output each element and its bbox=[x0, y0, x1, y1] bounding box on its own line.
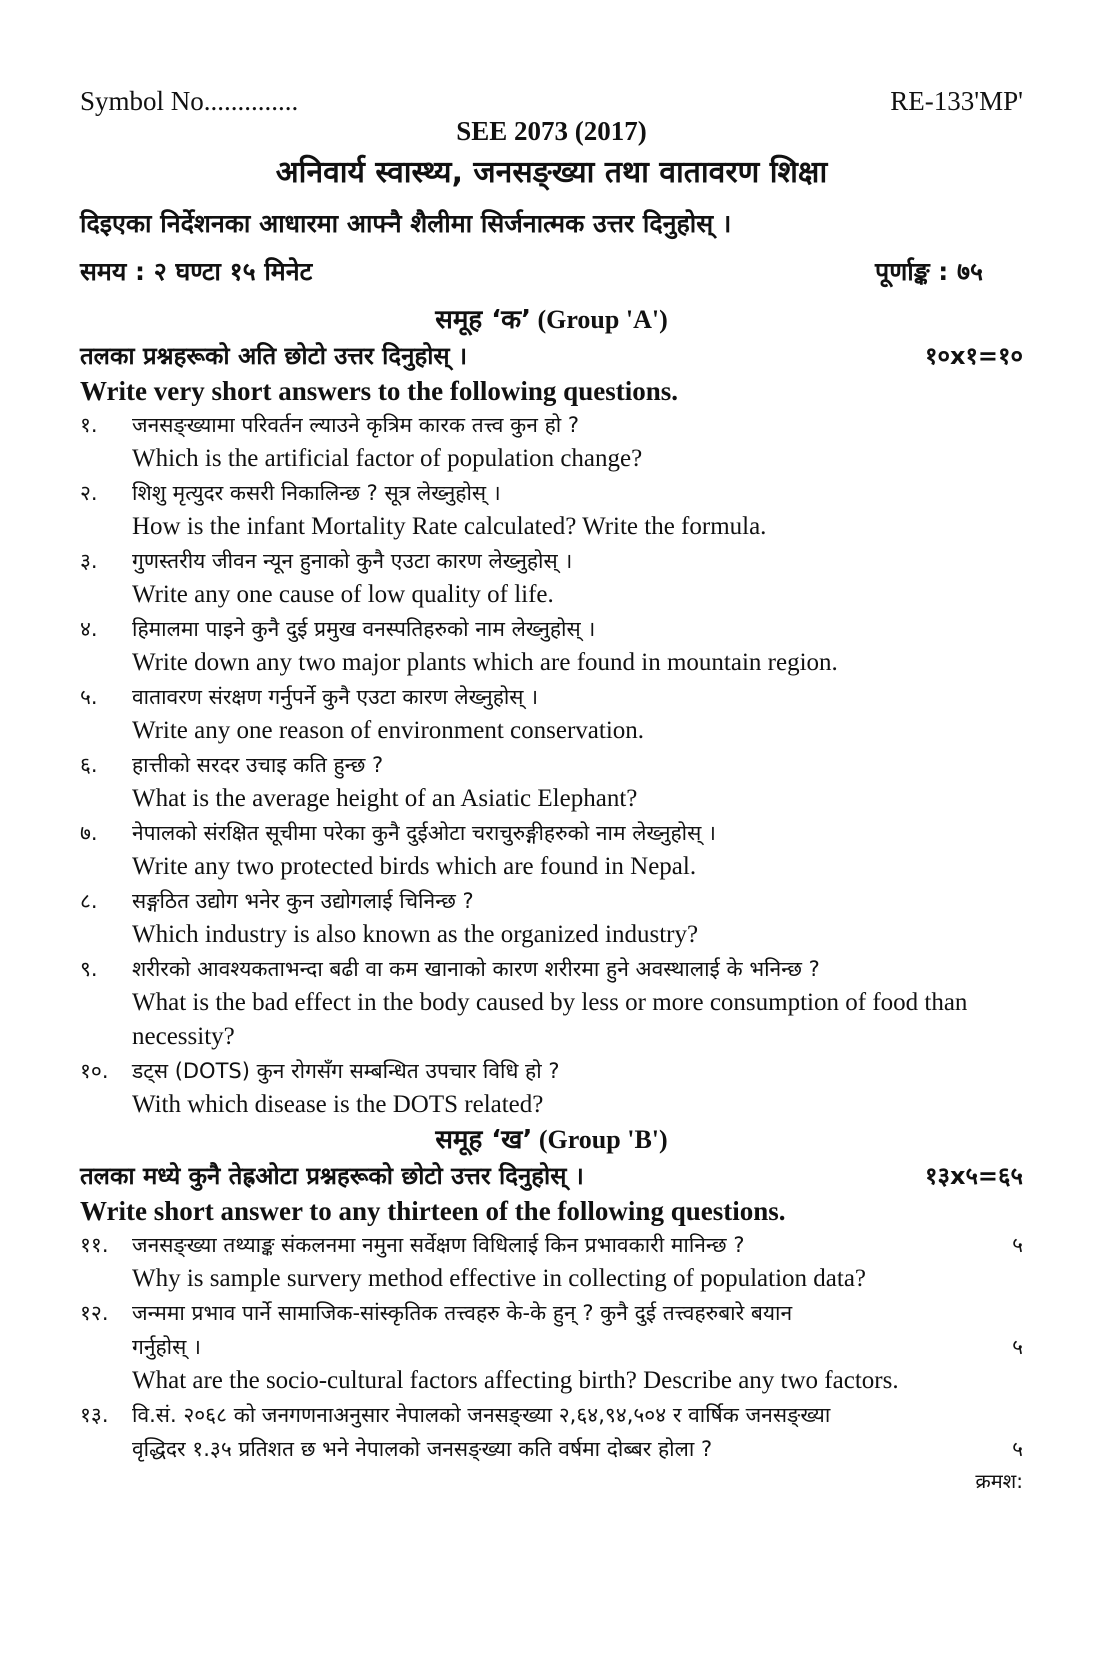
question-number: १. bbox=[80, 413, 98, 437]
question-body bbox=[132, 884, 1023, 952]
question-number: ७. bbox=[80, 821, 98, 845]
question-text-np-content: हिमालमा पाइने कुनै दुई प्रमुख वनस्पतिहरुको नाम लेख्नुहोस् । bbox=[132, 617, 596, 641]
question-marks: ५ bbox=[1012, 1233, 1023, 1257]
question-text-np bbox=[132, 1054, 1023, 1088]
question-text-np bbox=[132, 408, 1023, 442]
question-body bbox=[132, 408, 1023, 476]
question-item bbox=[80, 408, 1023, 476]
question-text-np-content: जनसङ्ख्यामा परिवर्तन ल्याउने कृत्रिम कारक तत्त्व कुन हो ? bbox=[132, 413, 580, 437]
question-text-np bbox=[132, 680, 1023, 714]
group-a-questions bbox=[80, 408, 1023, 1122]
question-item bbox=[80, 1398, 1023, 1466]
question-text-en: Which is the artificial factor of population change? bbox=[132, 445, 643, 472]
group-a-title-en: (Group 'A') bbox=[537, 305, 668, 334]
question-text-np bbox=[132, 612, 1023, 646]
question-body bbox=[132, 476, 1023, 544]
time-marks-row bbox=[80, 252, 1023, 292]
question-number: ४. bbox=[80, 617, 98, 641]
question-text-en: Which industry is also known as the organized industry? bbox=[132, 921, 699, 948]
question-number: ५. bbox=[80, 685, 98, 709]
group-a-instruction bbox=[80, 338, 1023, 374]
time-allowed: समय : २ घण्टा १५ मिनेट bbox=[80, 257, 313, 286]
group-b-questions bbox=[80, 1228, 1023, 1466]
question-text-np-content: वि.सं. २०६८ को जनगणनाअनुसार नेपालको जनसङ्ख्या २,६४,९४,५०४ र वार्षिक जनसङ्ख्या bbox=[132, 1403, 831, 1427]
question-text-np-content: वातावरण संरक्षण गर्नुपर्ने कुनै एउटा कारण लेख्नुहोस् । bbox=[132, 685, 539, 709]
question-marks: ५ bbox=[1012, 1437, 1023, 1461]
question-text-np-line bbox=[132, 1330, 1023, 1364]
question-text-np-content: शिशु मृत्युदर कसरी निकालिन्छ ? सूत्र लेख्नुहोस् । bbox=[132, 481, 501, 505]
continued-note: क्रमश: bbox=[975, 1469, 1023, 1493]
question-text-np-content: शरीरको आवश्यकताभन्दा बढी वा कम खानाको कारण शरीरमा हुने अवस्थालाई के भनिन्छ ? bbox=[132, 957, 820, 981]
question-body bbox=[132, 816, 1023, 884]
question-text-np-content: हात्तीको सरदर उचाइ कति हुन्छ ? bbox=[132, 753, 384, 777]
question-text-np-content: सङ्गठित उद्योग भनेर कुन उद्योगलाई चिनिन्छ ? bbox=[132, 889, 474, 913]
question-body bbox=[132, 1296, 1023, 1398]
subject-title: अनिवार्य स्वास्थ्य, जनसङ्ख्या तथा वातावरण शिक्षा bbox=[275, 155, 828, 190]
group-a-title-np: समूह ‘क’ bbox=[435, 305, 531, 335]
question-marks: ५ bbox=[1012, 1335, 1023, 1359]
question-text-en: How is the infant Mortality Rate calculated? Write the formula. bbox=[132, 513, 767, 540]
question-item bbox=[80, 680, 1023, 748]
question-number: ६. bbox=[80, 753, 98, 777]
question-text-en: Write down any two major plants which are found in mountain region. bbox=[132, 649, 838, 676]
group-b-title-en: (Group 'B') bbox=[538, 1125, 668, 1154]
question-text-np bbox=[132, 816, 1023, 850]
group-a-instruction-np: तलका प्रश्नहरूको अति छोटो उत्तर दिनुहोस् । bbox=[80, 342, 468, 370]
question-number: १३. bbox=[80, 1403, 109, 1427]
question-text-np-content: डट्स (DOTS) कुन रोगसँग सम्बन्धित उपचार विधि हो ? bbox=[132, 1059, 560, 1083]
question-text-en: What is the average height of an Asiatic Elephant? bbox=[132, 785, 638, 812]
group-a-marks: १०x१=१० bbox=[925, 342, 1023, 370]
header-row bbox=[80, 84, 1023, 118]
question-body bbox=[132, 544, 1023, 612]
question-item bbox=[80, 1054, 1023, 1122]
symbol-no: Symbol No.............. bbox=[80, 86, 299, 116]
question-text-en: Write any one reason of environment conservation. bbox=[132, 717, 645, 744]
question-text-np-line bbox=[132, 1398, 1023, 1432]
question-text-en: What is the bad effect in the body caused by less or more consumption of food than necessity? bbox=[132, 989, 968, 1050]
general-instruction: दिइएका निर्देशनका आधारमा आफ्नै शैलीमा सिर्जनात्मक उत्तर दिनुहोस् । bbox=[80, 209, 732, 238]
group-a-title bbox=[80, 302, 1023, 338]
question-body bbox=[132, 952, 1023, 1054]
paper-code: RE-133'MP' bbox=[890, 86, 1023, 116]
question-item bbox=[80, 476, 1023, 544]
question-text-np-content: गुणस्तरीय जीवन न्यून हुनाको कुनै एउटा कारण लेख्नुहोस् । bbox=[132, 549, 573, 573]
question-text-en: Why is sample survery method effective in collecting of population data? bbox=[132, 1265, 867, 1292]
question-body bbox=[132, 748, 1023, 816]
group-b-instruction bbox=[80, 1158, 1023, 1194]
question-number: २. bbox=[80, 481, 98, 505]
question-item bbox=[80, 1228, 1023, 1296]
question-text-np-content: जन्ममा प्रभाव पार्ने सामाजिक-सांस्कृतिक तत्त्वहरु के-के हुन् ? कुनै दुई तत्त्वहरुबारे बयान bbox=[132, 1301, 793, 1325]
question-text-np bbox=[132, 884, 1023, 918]
question-text-en: What are the socio-cultural factors affecting birth? Describe any two factors. bbox=[132, 1367, 899, 1394]
question-text-np-content: नेपालको संरक्षित सूचीमा परेका कुनै दुईओटा चराचुरुङ्गीहरुको नाम लेख्नुहोस् । bbox=[132, 821, 716, 845]
question-text-np bbox=[132, 952, 1023, 986]
question-text-np bbox=[132, 748, 1023, 782]
question-text-np-line bbox=[132, 1228, 1023, 1262]
group-a-instruction-en: Write very short answers to the following questions. bbox=[80, 376, 678, 406]
question-text-np bbox=[132, 544, 1023, 578]
question-item bbox=[80, 612, 1023, 680]
question-text-np-content: वृद्धिदर १.३५ प्रतिशत छ भने नेपालको जनसङ्ख्या कति वर्षमा दोब्बर होला ? bbox=[132, 1437, 713, 1461]
question-text-en: Write any two protected birds which are found in Nepal. bbox=[132, 853, 697, 880]
group-b-marks: १३x५=६५ bbox=[925, 1162, 1023, 1190]
question-item bbox=[80, 884, 1023, 952]
question-item bbox=[80, 544, 1023, 612]
question-item bbox=[80, 952, 1023, 1054]
exam-title: SEE 2073 (2017) bbox=[456, 116, 647, 146]
question-text-en: With which disease is the DOTS related? bbox=[132, 1091, 544, 1118]
question-body bbox=[132, 1398, 1023, 1466]
question-body bbox=[132, 1054, 1023, 1122]
question-text-np-content: जनसङ्ख्या तथ्याङ्क संकलनमा नमुना सर्वेक्षण विधिलाई किन प्रभावकारी मानिन्छ ? bbox=[132, 1233, 745, 1257]
question-number: १२. bbox=[80, 1301, 109, 1325]
question-number: ९. bbox=[80, 957, 98, 981]
question-text-np-line bbox=[132, 1432, 1023, 1466]
question-number: १०. bbox=[80, 1059, 109, 1083]
group-b-title bbox=[80, 1122, 1023, 1158]
question-item bbox=[80, 816, 1023, 884]
question-item bbox=[80, 1296, 1023, 1398]
question-body bbox=[132, 680, 1023, 748]
question-number: ८. bbox=[80, 889, 98, 913]
group-b-instruction-en: Write short answer to any thirteen of the following questions. bbox=[80, 1196, 786, 1226]
question-number: ११. bbox=[80, 1233, 109, 1257]
question-body bbox=[132, 612, 1023, 680]
question-text-np bbox=[132, 476, 1023, 510]
group-b-instruction-np: तलका मध्ये कुनै तेह्रओटा प्रश्नहरूको छोटो उत्तर दिनुहोस् । bbox=[80, 1162, 584, 1190]
question-body bbox=[132, 1228, 1023, 1296]
question-text-np-line bbox=[132, 1296, 1023, 1330]
question-number: ३. bbox=[80, 549, 98, 573]
full-marks: पूर्णाङ्क : ७५ bbox=[875, 257, 983, 286]
question-text-en: Write any one cause of low quality of life. bbox=[132, 581, 554, 608]
question-text-np-content: गर्नुहोस् । bbox=[132, 1335, 201, 1359]
question-item bbox=[80, 748, 1023, 816]
group-b-title-np: समूह ‘ख’ bbox=[435, 1125, 533, 1155]
